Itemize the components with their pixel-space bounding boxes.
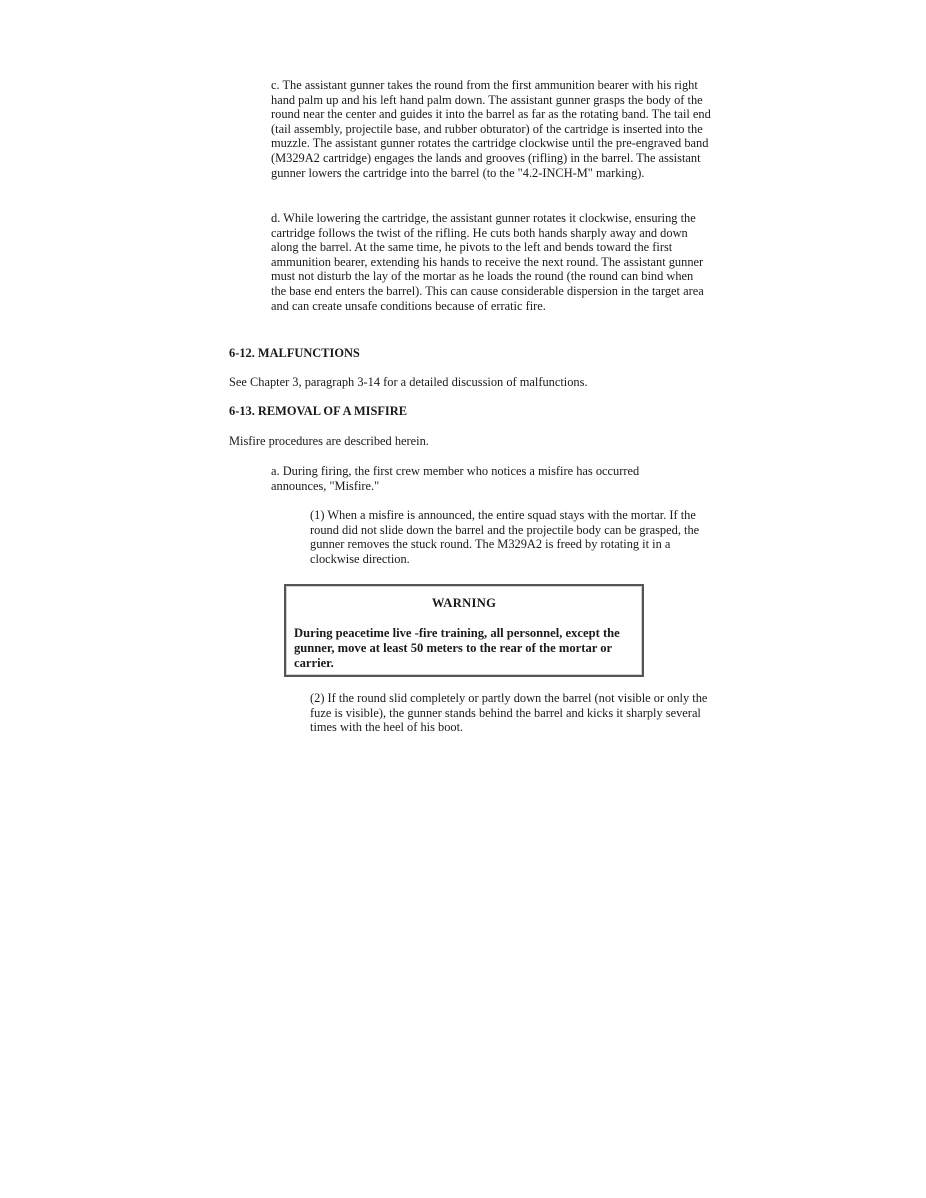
warning-text: During peacetime live -fire training, all personnel, except the gunner, move at least 50 meters to the rear of the mortar or carrier. (294, 626, 620, 670)
paragraph-d: d. While lowering the cartridge, the assistant gunner rotates it clockwise, ensuring the cartridge follows the twist of the rifling. He cuts both hands sharply away and down along the barrel. At the same time, he pivots to the left and bends toward the first ammunition bearer, extending his hands to receive the next round. The assistant gunner must not disturb the lay of the mortar as he loads the round (the round can bind when the base end enters the barrel). This can cause considerable dispersion in the target area and can create unsafe conditions because of erratic fire. (271, 211, 704, 313)
subparagraph-1: (1) When a misfire is announced, the entire squad stays with the mortar. If the round did not slide down the barrel and the projectile body can be grasped, the gunner removes the stuck round. The M329A2 is freed by rotating it in a clockwise direction. (310, 508, 700, 566)
misfire-intro: Misfire procedures are described herein. (229, 434, 429, 448)
subparagraph-2: (2) If the round slid completely or partly down the barrel (not visible or only the fuze is visible), the gunner stands behind the barrel and kicks it sharply several times with the heel of his boot. (310, 691, 708, 735)
paragraph-a: a. During firing, the first crew member who notices a misfire has occurred announces, "Misfire." (271, 464, 640, 493)
warning-box (284, 584, 644, 677)
paragraph-c: c. The assistant gunner takes the round from the first ammunition bearer with his right hand palm up and his left hand palm down. The assistant gunner grasps the body of the round near the center and guides it into the barrel as far as the rotating band. The tail end (tail assembly, projectile base, and rubber obturator) of the cartridge is inserted into the muzzle. The assistant gunner rotates the cartridge clockwise until the pre-engraved band (M329A2 cartridge) engages the lands and grooves (rifling) in the barrel. The assistant gunner lowers the cartridge into the barrel (to the "4.2-INCH-M" marking). (271, 78, 711, 180)
section-heading-removal-of-misfire: 6-13. REMOVAL OF A MISFIRE (229, 404, 407, 418)
warning-title: WARNING (431, 596, 497, 610)
section-heading-malfunctions: 6-12. MALFUNCTIONS (229, 346, 360, 360)
malfunctions-body: See Chapter 3, paragraph 3-14 for a detailed discussion of malfunctions. (229, 375, 588, 389)
